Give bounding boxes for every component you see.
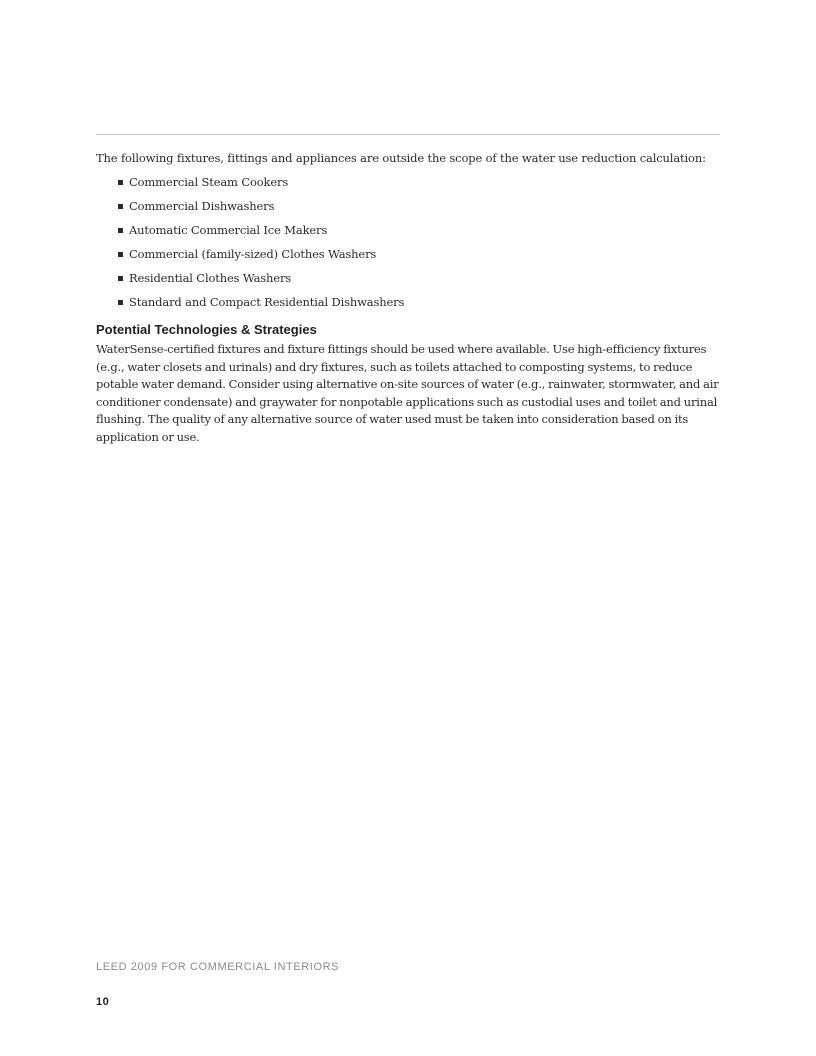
list-item — [96, 270, 720, 287]
list-item-text: Residential Clothes Washers — [129, 271, 292, 285]
list-item — [96, 174, 720, 191]
excluded-fixtures-list — [96, 174, 720, 311]
list-item — [96, 198, 720, 215]
list-item-text: Commercial Dishwashers — [129, 199, 275, 213]
list-item — [96, 246, 720, 263]
square-bullet-icon — [118, 228, 123, 233]
section-heading: Potential Technologies & Strategies — [96, 322, 317, 337]
square-bullet-icon — [118, 180, 123, 185]
list-item — [96, 222, 720, 239]
square-bullet-icon — [118, 204, 123, 209]
square-bullet-icon — [118, 300, 123, 305]
header-divider — [96, 134, 720, 135]
list-item-text: Commercial (family-sized) Clothes Washers — [129, 247, 377, 261]
intro-paragraph: The following fixtures, fittings and appliances are outside the scope of the water use reduction calculation: — [96, 151, 706, 165]
section-body: WaterSense-certified fixtures and fixture fittings should be used where available. Use high-efficiency fixtures (e.g., water closets and urinals) and dry fixtures, such as toilets attached to composting systems, to reduce potable water demand. Consider using alternative on-site sources of water (e.g., rainwater, stormwater, and air conditioner condensate) and graywater for nonpotable applications such as custodial uses and toilet and urinal flushing. The quality of any alternative source of water used must be taken into consideration based on its application or use. — [96, 342, 719, 444]
square-bullet-icon — [118, 252, 123, 257]
page-number: 10 — [96, 996, 110, 1008]
list-item — [96, 294, 720, 311]
footer-title: LEED 2009 FOR COMMERCIAL INTERIORS — [96, 961, 340, 973]
page-content — [96, 150, 720, 446]
list-item-text: Standard and Compact Residential Dishwashers — [129, 295, 405, 309]
list-item-text: Commercial Steam Cookers — [129, 175, 289, 189]
square-bullet-icon — [118, 276, 123, 281]
list-item-text: Automatic Commercial Ice Makers — [129, 223, 328, 237]
